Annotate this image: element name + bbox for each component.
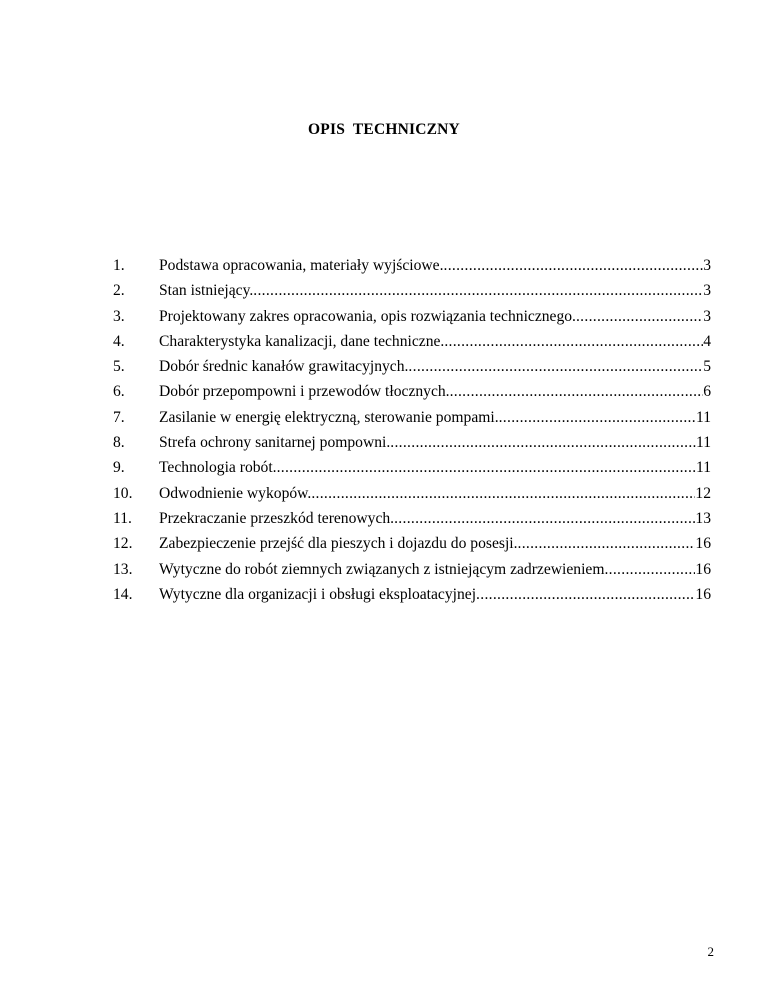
toc-entry-page: 12 — [695, 484, 711, 502]
toc-entry[interactable] — [113, 278, 711, 303]
toc-entry-number: 8. — [113, 434, 125, 452]
toc-entry[interactable] — [113, 506, 711, 531]
toc-entry[interactable] — [113, 253, 711, 278]
page-title: OPIS TECHNICZNY — [308, 121, 460, 138]
toc-dot-leader — [277, 455, 696, 480]
toc-entry-number: 14. — [113, 585, 133, 603]
toc-dot-leader — [394, 506, 695, 531]
toc-entry[interactable] — [113, 379, 711, 404]
toc-entry-title: Przekraczanie przeszkód terenowych. — [159, 509, 395, 527]
toc-entry-page: 11 — [695, 408, 711, 426]
toc-entry-title: Podstawa opracowania, materiały wyjściowe. — [159, 257, 444, 274]
toc-entry[interactable] — [113, 304, 711, 329]
toc-entry-title: Zabezpieczenie przejść dla pieszych i dojazdu do posesji. — [159, 535, 518, 553]
toc-entry[interactable] — [113, 430, 711, 455]
toc-entry-title: Dobór przepompowni i przewodów tłocznych. — [159, 383, 450, 401]
toc-entry[interactable] — [113, 455, 711, 480]
toc-dot-leader — [499, 405, 696, 430]
toc-entry[interactable] — [113, 531, 711, 556]
toc-entry-number: 6. — [113, 383, 125, 401]
toc-entry-page: 3 — [703, 257, 711, 274]
toc-entry-page: 11 — [695, 459, 711, 477]
toc-entry-title: Zasilanie w energię elektryczną, sterowanie pompami. — [159, 408, 499, 426]
toc-entry[interactable] — [113, 481, 711, 506]
toc-entry-page: 16 — [695, 535, 711, 553]
toc-dot-leader — [311, 481, 695, 506]
toc-entry-page: 6 — [703, 383, 711, 401]
toc-entry-number: 1. — [113, 257, 125, 274]
toc-entry-number: 7. — [113, 408, 125, 426]
toc-entry[interactable] — [113, 582, 711, 607]
toc-entry-page: 5 — [703, 358, 711, 376]
toc-entry-title: Charakterystyka kanalizacji, dane techniczne. — [159, 332, 445, 350]
toc-entry-number: 9. — [113, 459, 125, 477]
toc-entry-number: 3. — [113, 307, 125, 325]
toc-entry-page: 16 — [695, 585, 711, 603]
toc-entry-number: 2. — [113, 282, 125, 300]
toc-dot-leader — [390, 430, 696, 455]
toc-entry-title: Stan istniejący. — [159, 282, 254, 300]
toc-entry-number: 13. — [113, 560, 133, 578]
toc-entry-number: 5. — [113, 358, 125, 376]
toc-entry-title: Odwodnienie wykopów. — [159, 484, 312, 502]
toc-entry[interactable] — [113, 329, 711, 354]
toc-dot-leader — [444, 253, 704, 278]
toc-entry-title: Wytyczne do robót ziemnych związanych z istniejącym zadrzewieniem — [159, 560, 605, 578]
toc-entry[interactable] — [113, 405, 711, 430]
toc-dot-leader — [444, 329, 703, 354]
toc-entry-number: 12. — [113, 535, 133, 553]
toc-entry-page: 16 — [695, 560, 711, 578]
toc-dot-leader — [518, 531, 696, 556]
toc-entry-number: 10. — [113, 484, 133, 502]
toc-entry-number: 11. — [113, 509, 132, 527]
toc-entry-title: Wytyczne dla organizacji i obsługi eksploatacyjnej — [159, 585, 477, 603]
toc-entry-title: Technologia robót. — [159, 459, 277, 477]
toc-dot-leader — [253, 278, 703, 303]
toc-entry-title: Dobór średnic kanałów grawitacyjnych. — [159, 358, 409, 376]
toc-entry-title: Strefa ochrony sanitarnej pompowni. — [159, 434, 391, 452]
toc-dot-leader — [476, 582, 695, 607]
toc-entry[interactable] — [113, 557, 711, 582]
toc-dot-leader — [450, 379, 704, 404]
page-number: 2 — [707, 944, 714, 959]
toc-entry[interactable] — [113, 354, 711, 379]
toc-entry-page: 11 — [695, 434, 711, 452]
toc-dot-leader — [576, 304, 703, 329]
toc-entry-page: 13 — [695, 509, 711, 527]
toc-dot-leader — [408, 354, 703, 379]
toc-dot-leader — [604, 557, 695, 582]
toc-entry-page: 3 — [703, 307, 711, 325]
table-of-contents — [113, 253, 711, 607]
toc-entry-number: 4. — [113, 332, 125, 350]
toc-entry-page: 3 — [703, 282, 711, 300]
toc-entry-page: 4 — [703, 332, 711, 350]
toc-entry-title: Projektowany zakres opracowania, opis rozwiązania technicznego. — [159, 307, 576, 325]
